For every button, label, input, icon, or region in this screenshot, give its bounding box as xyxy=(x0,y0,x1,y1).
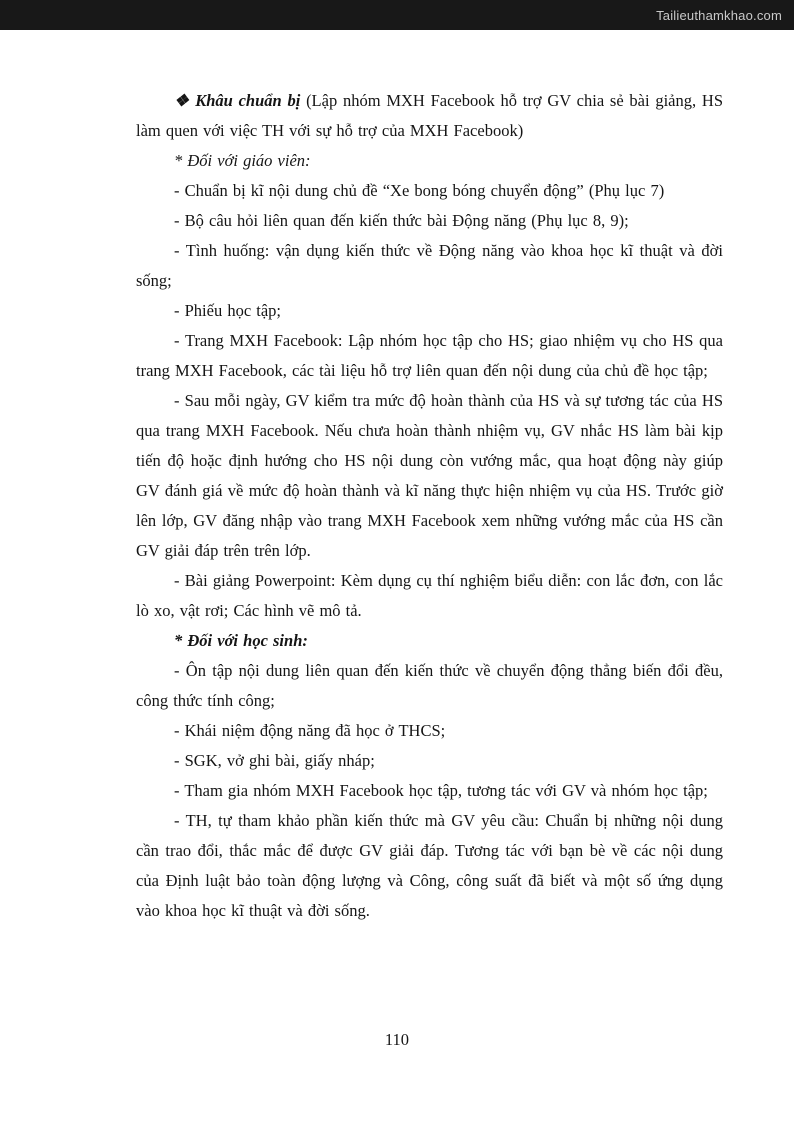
section-heading-khau-chuan-bi: ❖ Khâu chuẩn bị xyxy=(174,91,307,110)
paragraph-tham-gia-nhom: - Tham gia nhóm MXH Facebook học tập, tương tác với GV và nhóm học tập; xyxy=(174,781,708,800)
watermark-bar xyxy=(0,0,794,30)
page-number: 110 xyxy=(384,1030,410,1049)
paragraph-sau-moi-ngay: - Sau mỗi ngày, GV kiểm tra mức độ hoàn thành của HS và sự tương tác của HS qua trang MXH Facebook. Nếu chưa hoàn thành nhiệm vụ, GV nhắc HS làm bài kịp tiến độ hoặc định hướng cho HS nội dung còn vướng mắc, qua hoạt động này giúp GV đánh giá về mức độ hoàn thành và kĩ năng thực hiện nhiệm vụ của HS. Trước giờ lên lớp, GV đăng nhập vào trang MXH Facebook xem những vướng mắc của HS cần GV giải đáp trên trên lớp. xyxy=(136,391,723,560)
paragraph-khai-niem-dong-nang: - Khái niệm động năng đã học ở THCS; xyxy=(174,721,446,740)
watermark-text: Tailieuthamkhao.com xyxy=(656,7,782,23)
subheading-doi-voi-hoc-sinh: * Đối với học sinh: xyxy=(174,631,308,650)
paragraph-khau-chuan-bi xyxy=(136,86,723,146)
paragraph-tinh-huong: - Tình huống: vận dụng kiến thức về Động năng vào khoa học kĩ thuật và đời sống; xyxy=(136,241,723,290)
paragraph-text: (Lập nhóm MXH Facebook hỗ trợ GV chia sẻ bài giảng, HS làm quen với việc TH với sự hỗ trợ của MXH Facebook) xyxy=(136,91,723,140)
subheading-doi-voi-giao-vien: * Đối với giáo viên: xyxy=(174,151,311,170)
paragraph-chuan-bi-noi-dung: - Chuẩn bị kĩ nội dung chủ đề “Xe bong bóng chuyển động” (Phụ lục 7) xyxy=(174,181,665,200)
paragraph-th-tu-tham-khao: - TH, tự tham khảo phần kiến thức mà GV yêu cầu: Chuẩn bị những nội dung cần trao đổi, thắc mắc để được GV giải đáp. Tương tác với bạn bè về các nội dung của Định luật bảo toàn động lượng và Công, công suất đã biết và một số ứng dụng vào khoa học kĩ thuật và đời sống. xyxy=(136,811,723,920)
paragraph-phieu-hoc-tap: - Phiếu học tập; xyxy=(174,301,282,320)
document-body xyxy=(136,86,723,926)
page-footer xyxy=(0,1030,794,1050)
paragraph-sgk-vo-ghi: - SGK, vở ghi bài, giấy nháp; xyxy=(174,751,375,770)
paragraph-bai-giang-powerpoint: - Bài giảng Powerpoint: Kèm dụng cụ thí nghiệm biểu diễn: con lắc đơn, con lắc lò xo, vật rơi; Các hình vẽ mô tả. xyxy=(136,571,723,620)
paragraph-on-tap-noi-dung: - Ôn tập nội dung liên quan đến kiến thức về chuyển động thẳng biến đổi đều, công thức tính công; xyxy=(136,661,723,710)
paragraph-bo-cau-hoi: - Bộ câu hỏi liên quan đến kiến thức bài Động năng (Phụ lục 8, 9); xyxy=(174,211,629,230)
paragraph-trang-mxh-facebook: - Trang MXH Facebook: Lập nhóm học tập cho HS; giao nhiệm vụ cho HS qua trang MXH Facebook, các tài liệu hỗ trợ liên quan đến nội dung của chủ đề học tập; xyxy=(136,331,723,380)
